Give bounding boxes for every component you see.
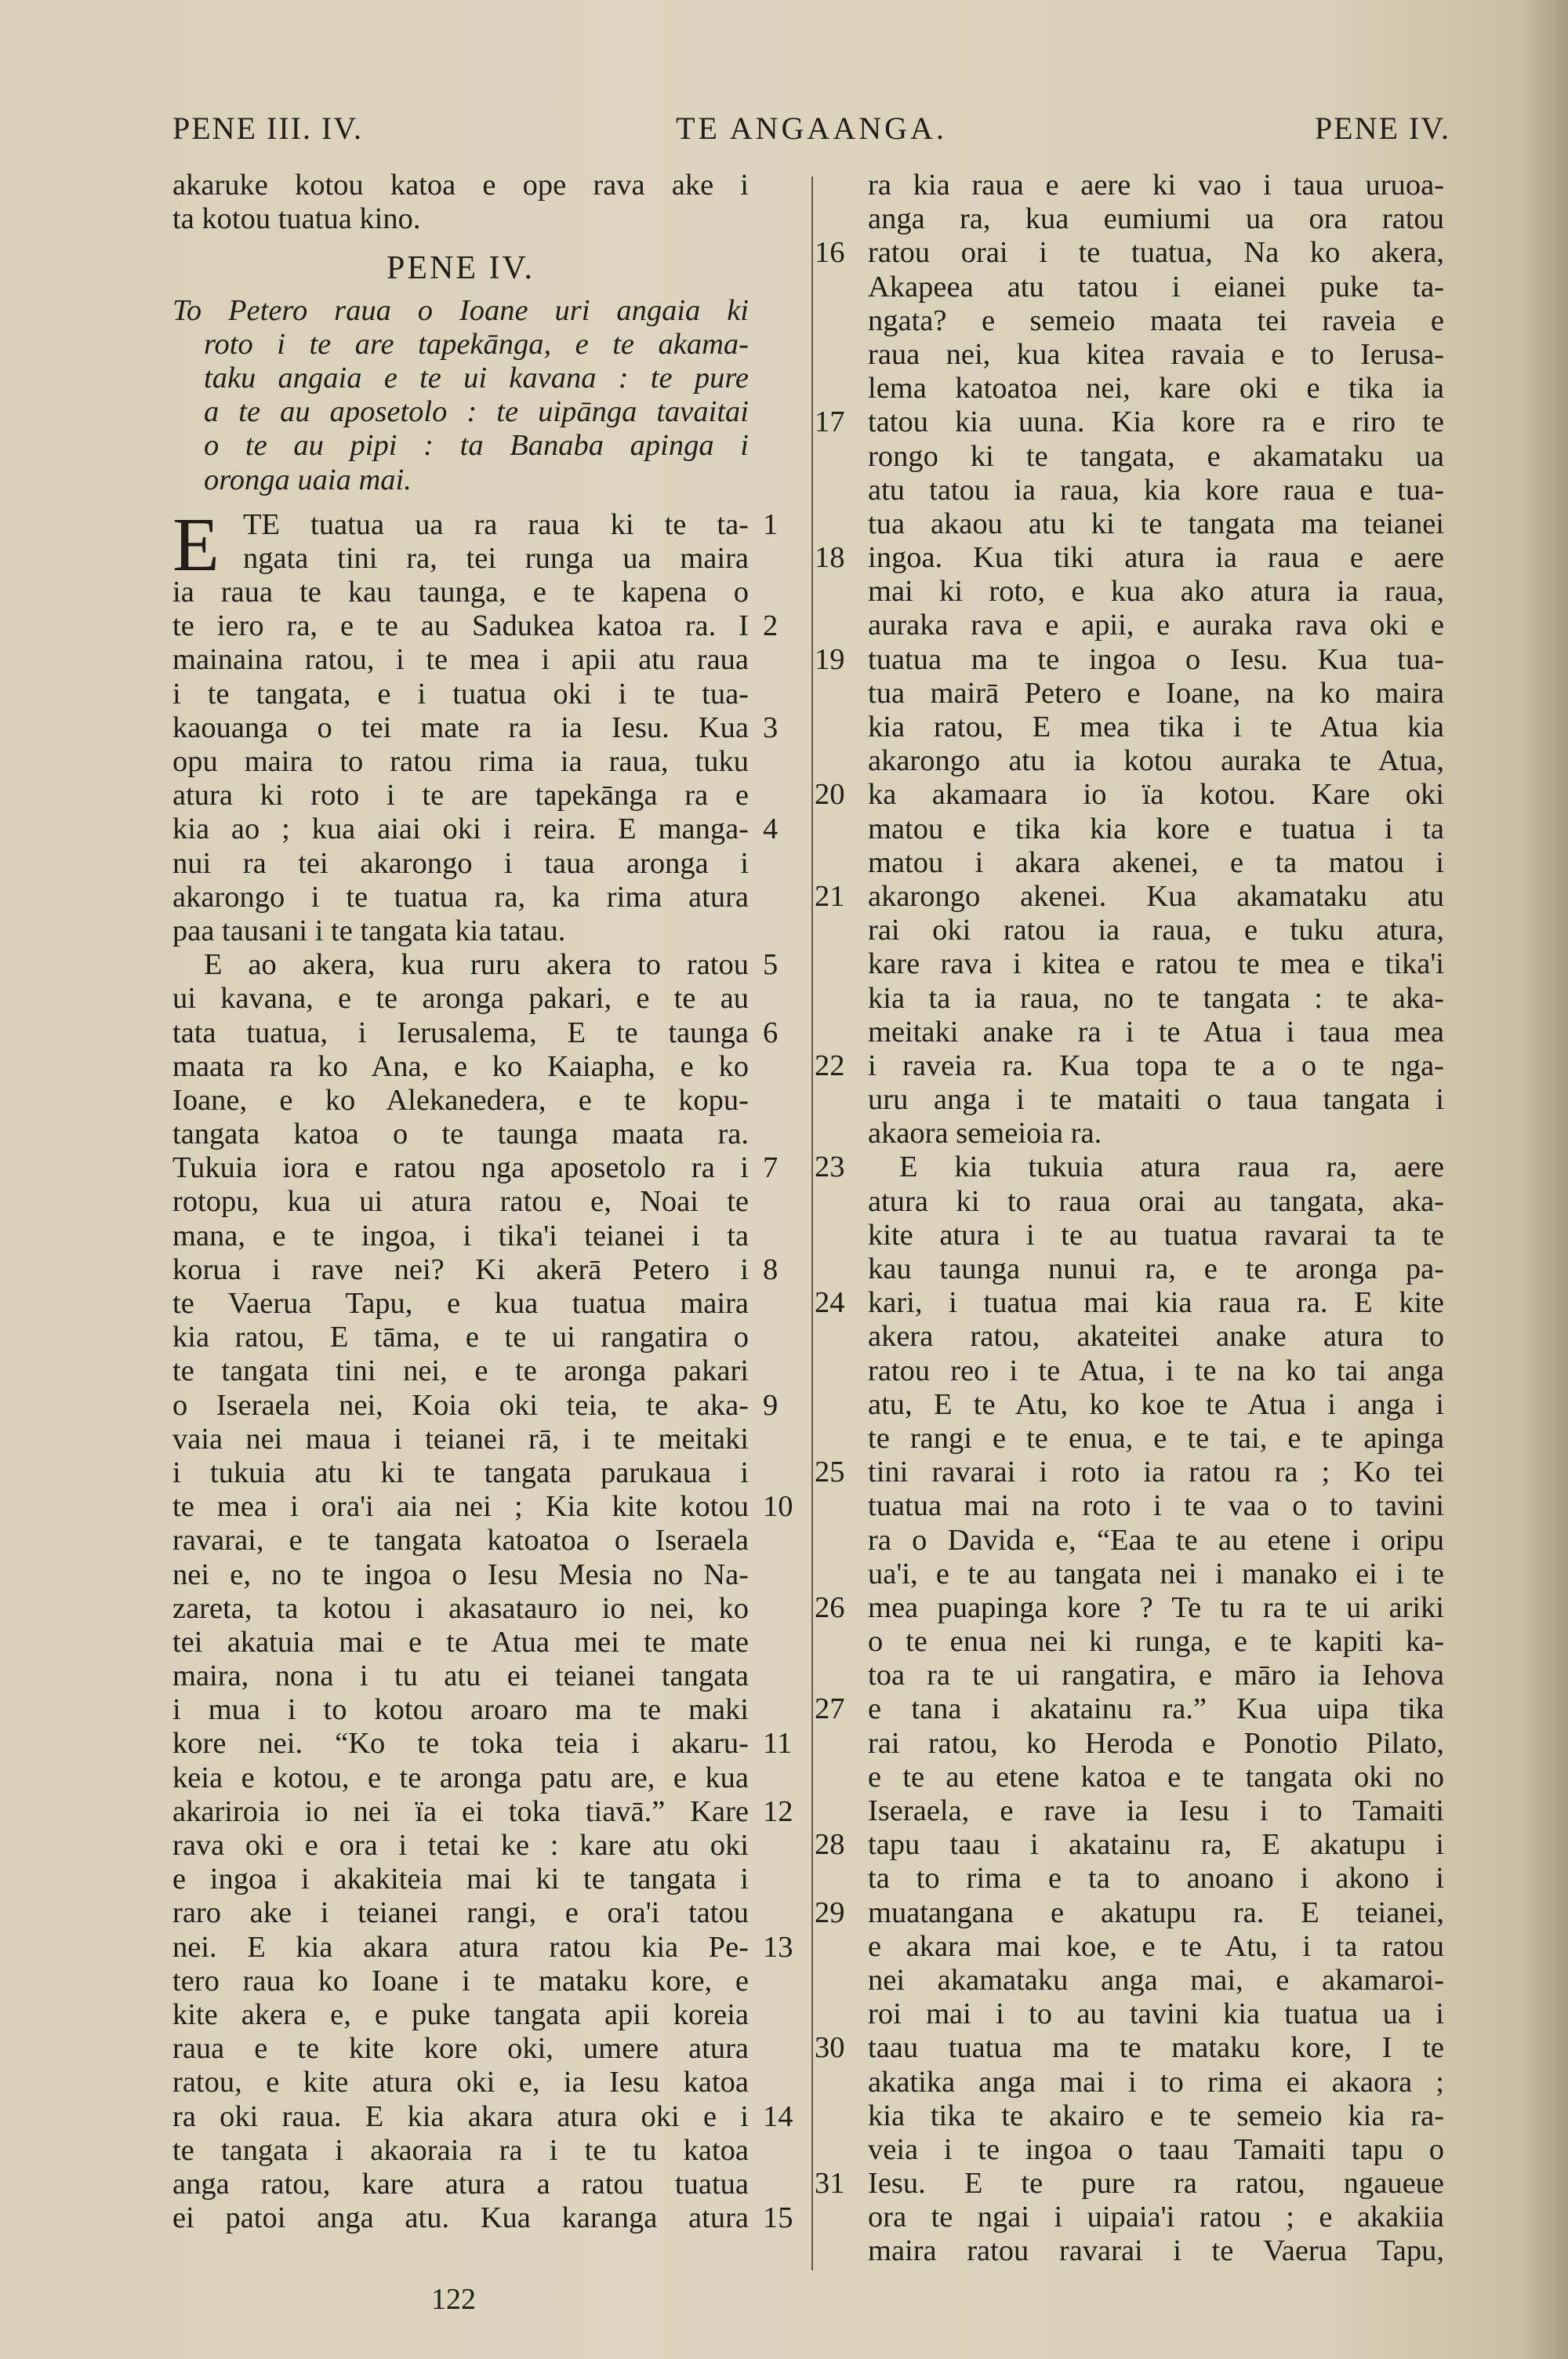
line-text: ra o Davida e, “Eaa te au etene i oripu — [868, 1523, 1444, 1557]
text-line — [172, 1930, 793, 1965]
line-text: akera ratou, akateitei anake atura to — [868, 1320, 1444, 1354]
text-line — [868, 1320, 1444, 1354]
line-text: oronga uaia mai. — [204, 463, 412, 496]
line-text: kaouanga o tei mate ra ia Iesu. Kua — [172, 711, 749, 744]
line-text: mai ki roto, e kua ako atura ia raua, — [868, 575, 1444, 609]
line-text: o te enua nei ki runga, e te kapiti ka- — [868, 1625, 1444, 1659]
verse-number: 1 — [763, 507, 779, 541]
text-line — [172, 847, 749, 881]
column-divider — [811, 176, 813, 2270]
text-line — [172, 429, 749, 463]
text-line — [868, 575, 1444, 609]
text-line — [868, 2201, 1444, 2234]
line-text: uru anga i te mataiti o taua tangata i — [868, 1083, 1444, 1117]
verse-number: 20 — [815, 778, 845, 812]
text-line — [172, 2032, 749, 2066]
text-line — [868, 507, 1444, 541]
line-text: zareta, ta kotou i akasatauro io nei, ko — [172, 1591, 749, 1625]
text-line — [868, 982, 1444, 1016]
line-text: raro ake i teianei rangi, e ora'i tatou — [172, 1896, 749, 1930]
line-text: rai ratou, ko Heroda e Ponotio Pilato, — [868, 1726, 1444, 1760]
line-text: kia tika te akairo e te semeio kia ra- — [868, 2099, 1444, 2132]
line-text: te rangi e te enua, e te tai, e te apinga — [868, 1421, 1444, 1455]
text-line — [868, 271, 1444, 304]
line-text: anga ra, kua eumiumi ua ora ratou — [868, 202, 1444, 236]
line-text: raua nei, kua kitea ravaia e to Ierusa- — [868, 337, 1444, 371]
text-line — [815, 405, 1444, 439]
text-line — [815, 1150, 1444, 1184]
line-text: vaia nei maua i teianei rā, i te meitaki — [172, 1422, 749, 1456]
text-line — [172, 294, 749, 328]
line-text: tapu taau i akatainu ra, E akatupu i — [868, 1828, 1444, 1862]
line-text: akaora semeioia ra. — [868, 1117, 1102, 1150]
line-text: ratou, e kite atura oki e, ia Iesu katoa — [172, 2066, 749, 2099]
line-text: rava oki e ora i tetai ke : kare atu oki — [172, 1829, 749, 1862]
line-text: Tukuia iora e ratou nga aposetolo ra i — [172, 1151, 749, 1185]
line-text: te Vaerua Tapu, e kua tuatua maira — [172, 1287, 749, 1320]
line-text: ka akamaara io ïa kotou. Kare oki — [868, 778, 1444, 812]
line-text: tini ravarai i roto ia ratou ra ; Ko tei — [868, 1456, 1444, 1489]
line-text: akarongo i te tuatua ra, ka rima atura — [172, 880, 749, 914]
text-line — [815, 541, 1444, 575]
text-line — [868, 1862, 1444, 1896]
verse-number: 27 — [815, 1692, 845, 1726]
text-line — [868, 1354, 1444, 1388]
text-line — [868, 1794, 1444, 1828]
verse-number: 4 — [763, 812, 779, 846]
line-text: akatika anga mai i to rima ei akaora ; — [868, 2065, 1444, 2099]
left-column — [172, 169, 793, 2235]
verse-number: 3 — [763, 711, 779, 744]
verse-number: 22 — [815, 1049, 845, 1082]
text-line — [172, 1761, 749, 1795]
line-text: ua'i, e te au tangata nei i manako ei i te — [868, 1557, 1444, 1590]
line-text: ta to rima e ta to anoano i akono i — [868, 1862, 1444, 1896]
text-line — [172, 711, 779, 745]
line-text: atura ki to raua orai au tangata, aka- — [868, 1184, 1444, 1218]
line-text: ngata tini ra, tei runga ua maira — [243, 541, 749, 575]
text-line — [815, 778, 1444, 812]
line-text: meitaki anake ra i te Atua i taua mea — [868, 1015, 1444, 1049]
text-line — [172, 2201, 793, 2235]
line-text: i raveia ra. Kua topa te a o te nga- — [868, 1049, 1444, 1082]
text-line — [868, 440, 1444, 474]
text-line — [172, 1829, 749, 1863]
verse-number: 21 — [815, 879, 845, 913]
line-text: ravarai, e te tangata katoatoa o Iseraela — [172, 1524, 749, 1558]
page-number: 122 — [431, 2283, 476, 2316]
text-line — [868, 202, 1444, 236]
text-line — [172, 169, 749, 202]
text-line — [868, 304, 1444, 338]
line-text: maata ra ko Ana, e ko Kaiapha, e ko — [172, 1049, 749, 1083]
text-line — [172, 1558, 749, 1592]
text-line — [172, 1863, 749, 1896]
text-line — [172, 745, 749, 779]
text-line — [815, 642, 1444, 677]
line-text: tatou kia uuna. Kia kore ra e riro te — [868, 405, 1444, 439]
verse-number: 9 — [763, 1388, 779, 1422]
line-text: maira ratou ravarai i te Vaerua Tapu, — [868, 2234, 1444, 2268]
line-text: tangata katoa o te taunga maata ra. — [172, 1118, 749, 1151]
text-line — [868, 677, 1444, 711]
line-text: rotopu, kua ui atura ratou e, Noai te — [172, 1185, 749, 1219]
text-line — [172, 542, 749, 576]
line-text: roi mai i to au tavini kia tuatua ua i — [868, 1997, 1444, 2031]
line-text: matou i akara akenei, e ta matou i — [868, 845, 1444, 879]
text-line — [868, 711, 1444, 744]
verse-number: 23 — [815, 1150, 845, 1184]
header-title: TE ANGAANGA. — [676, 111, 947, 146]
line-text: kia ratou, E mea tika i te Atua kia — [868, 711, 1444, 743]
text-line — [172, 1727, 793, 1761]
line-text: veia i te ingoa o taau Tamaiti tapu o — [868, 2132, 1444, 2166]
text-line — [172, 395, 749, 429]
line-text: TE tuatua ua ra raua ki te ta- — [243, 507, 749, 541]
text-line — [868, 2234, 1444, 2268]
line-text: akariroia io nei ïa ei toka tiavā.” Kare — [172, 1794, 749, 1828]
text-line — [868, 1964, 1444, 1997]
text-line — [868, 2099, 1444, 2133]
text-line — [172, 1354, 749, 1388]
line-text: tua mairā Petero e Ioane, na ko maira — [868, 676, 1444, 710]
line-text: te iero ra, e te au Sadukea katoa ra. I — [172, 609, 749, 643]
line-text: keia e kotou, e te aronga patu are, e kua — [172, 1761, 749, 1794]
line-text: kari, i tuatua mai kia raua ra. E kite — [868, 1286, 1444, 1320]
line-text: ei patoi anga atu. Kua karanga atura — [172, 2201, 749, 2235]
verse-number: 30 — [815, 2031, 845, 2065]
text-line — [172, 2168, 749, 2201]
text-line — [868, 914, 1444, 947]
verse-number: 8 — [763, 1252, 779, 1286]
text-line — [172, 202, 749, 236]
line-text: rai oki ratou ia raua, e tuku atura, — [868, 914, 1444, 947]
line-text: kore nei. “Ko te toka teia i akaru- — [172, 1727, 749, 1761]
line-text: nei. E kia akara atura ratou kia Pe- — [172, 1930, 749, 1964]
line-text: nei e, no te ingoa o Iesu Mesia no Na- — [172, 1558, 749, 1591]
line-text: e akara mai koe, e te Atu, i ta ratou — [868, 1929, 1444, 1963]
text-line — [815, 1049, 1444, 1083]
line-text: ui kavana, e te aronga pakari, e te au — [172, 982, 749, 1016]
spacer — [172, 497, 749, 508]
text-line — [868, 1659, 1444, 1692]
text-line — [172, 1998, 749, 2032]
line-text: matou e tika kia kore e tuatua i ta — [868, 812, 1444, 845]
line-text: korua i rave nei? Ki akerā Petero i — [172, 1252, 749, 1286]
verse-number: 26 — [815, 1590, 845, 1624]
text-line — [172, 1896, 749, 1930]
text-line — [868, 1489, 1444, 1523]
line-text: akarongo akenei. Kua akamataku atu — [868, 879, 1444, 913]
verse-number: 19 — [815, 642, 845, 676]
verse-number: 13 — [763, 1930, 793, 1964]
line-text: tua akaou atu ki te tangata ma teianei — [868, 507, 1444, 540]
spacer — [172, 286, 749, 294]
verse-number: 25 — [815, 1456, 845, 1489]
line-text: kia ratou, E tāma, e te ui rangatira o — [172, 1321, 749, 1354]
line-text: tata tuatua, i Ierusalema, E te taunga — [172, 1016, 749, 1049]
text-line — [868, 1524, 1444, 1558]
line-text: o te au pipi : ta Banaba apinga i — [204, 429, 749, 463]
text-line — [815, 2167, 1444, 2201]
text-line — [172, 1050, 749, 1084]
text-line — [172, 1287, 749, 1321]
text-line — [172, 779, 749, 812]
text-line — [815, 2031, 1444, 2065]
line-text: ra kia raua e aere ki vao i taua uruoa- — [868, 169, 1444, 202]
line-text: i te tangata, e i tuatua oki i te tua- — [172, 677, 749, 711]
verse-number: 24 — [815, 1286, 845, 1320]
text-line — [172, 1388, 779, 1423]
text-line — [868, 1117, 1444, 1150]
text-line — [172, 1219, 749, 1253]
text-line — [815, 1590, 1444, 1625]
verse-number: 18 — [815, 541, 845, 575]
text-line — [172, 1659, 749, 1693]
text-line — [172, 2099, 793, 2134]
line-text: tuatua ma te ingoa o Iesu. Kua tua- — [868, 642, 1444, 676]
line-text: ta kotou tuatua kino. — [172, 202, 421, 236]
line-text: roto i te are tapekānga, e te akama- — [204, 327, 749, 361]
line-text: anga ratou, kare atura a ratou tuatua — [172, 2167, 749, 2201]
text-line — [868, 812, 1444, 846]
text-line — [172, 2066, 749, 2099]
line-text: E ao akera, kua ruru akera to ratou — [204, 948, 749, 982]
line-text: ingoa. Kua tiki atura ia raua e aere — [868, 541, 1444, 575]
text-line — [815, 1896, 1444, 1930]
line-text: taau tuatua ma te mataku kore, I te — [868, 2031, 1444, 2065]
line-text: mana, e te ingoa, i tika'i teianei i ta — [172, 1219, 749, 1252]
text-line — [172, 362, 749, 395]
line-text: ratou reo i te Atua, i te na ko tai anga — [868, 1354, 1444, 1387]
text-line — [815, 1456, 1444, 1489]
verse-number: 11 — [763, 1727, 793, 1761]
text-line — [172, 252, 749, 285]
text-line — [868, 2066, 1444, 2099]
text-line — [868, 846, 1444, 880]
verse-number: 16 — [815, 236, 845, 270]
line-text: kare rava i kitea e ratou te mea e tika'i — [868, 947, 1444, 981]
line-text: mainaina ratou, i te mea i apii atu raua — [172, 643, 749, 677]
line-text: ngata? e semeio maata tei raveia e — [868, 304, 1444, 337]
running-header — [172, 110, 1450, 157]
line-text: E kia tukuia atura raua ra, aere — [899, 1150, 1444, 1184]
drop-cap: E — [172, 502, 220, 587]
text-line — [172, 982, 749, 1016]
verse-number: 2 — [763, 609, 779, 643]
spacer — [172, 236, 749, 252]
text-line — [868, 2133, 1444, 2167]
text-line — [868, 1761, 1444, 1794]
line-text: maira, nona i tu atu ei teianei tangata — [172, 1659, 749, 1693]
text-line — [868, 1997, 1444, 2031]
text-line — [868, 744, 1444, 778]
text-line — [815, 1828, 1444, 1862]
line-text: i tukuia atu ki te tangata parukaua i — [172, 1456, 749, 1489]
text-line — [172, 1423, 749, 1456]
text-line — [868, 1185, 1444, 1219]
line-text: a te au aposetolo : te uipānga tavaitai — [204, 395, 749, 429]
line-text: mea puapinga kore ? Te tu ra te ui ariki — [868, 1590, 1444, 1624]
text-line — [172, 1794, 793, 1829]
text-line — [172, 1456, 749, 1490]
verse-number: 29 — [815, 1896, 845, 1929]
text-line — [172, 2134, 749, 2168]
line-text: opu maira to ratou rima ia raua, tuku — [172, 745, 749, 778]
verse-number: 17 — [815, 405, 845, 439]
line-text: PENE IV. — [387, 250, 535, 287]
line-text: e te au etene katoa e te tangata oki no — [868, 1760, 1444, 1794]
text-line — [172, 914, 749, 948]
line-text: o Iseraela nei, Koia oki teia, te aka- — [172, 1388, 749, 1422]
header-right: PENE IV. — [1314, 111, 1450, 146]
line-text: kia ao ; kua aiai oki i reira. E manga- — [172, 812, 749, 846]
line-text: akaruke kotou katoa e ope rava ake i — [172, 169, 749, 202]
line-text: e tana i akatainu ra.” Kua uipa tika — [868, 1692, 1444, 1726]
text-line — [172, 1626, 749, 1659]
line-text: i mua i to kotou aroaro ma te maki — [172, 1693, 749, 1727]
text-line — [815, 879, 1444, 914]
text-line — [868, 1388, 1444, 1422]
text-line — [172, 678, 749, 711]
line-text: Iesu. E te pure ra ratou, ngaueue — [868, 2167, 1444, 2201]
line-text: tero raua ko Ioane i te mataku kore, e — [172, 1964, 749, 1997]
line-text: te tangata i akaoraia ra i te tu katoa — [172, 2133, 749, 2167]
line-text: lema katoatoa nei, kare oki e tika ia — [868, 372, 1444, 405]
line-text: atu tatou ia raua, kia kore raua e tua- — [868, 473, 1444, 507]
text-line — [868, 1727, 1444, 1761]
text-line — [172, 463, 749, 497]
line-text: toa ra te ui rangatira, e māro ia Iehova — [868, 1659, 1444, 1692]
text-line — [172, 1490, 793, 1524]
verse-number: 5 — [763, 948, 779, 982]
text-line — [172, 1151, 779, 1185]
text-line — [172, 1693, 749, 1727]
text-line — [172, 1524, 749, 1558]
line-text: te tangata tini nei, e te aronga pakari — [172, 1354, 749, 1388]
text-line — [868, 372, 1444, 405]
text-line — [868, 338, 1444, 372]
verse-number: 10 — [763, 1490, 793, 1524]
text-line — [868, 1422, 1444, 1456]
line-text: kau taunga nunui ra, e te aronga pa- — [868, 1252, 1444, 1285]
line-text: paa tausani i te tangata kia tatau. — [172, 914, 566, 947]
line-text: rongo ki te tangata, e akamataku ua — [868, 439, 1444, 473]
line-text: ora te ngai i uipaia'i ratou ; e akakiia — [868, 2201, 1444, 2234]
text-line — [172, 812, 779, 846]
line-text: Iseraela, e rave ia Iesu i to Tamaiti — [868, 1794, 1444, 1827]
text-line — [815, 1286, 1444, 1320]
text-line — [868, 1016, 1444, 1049]
text-line — [172, 1592, 749, 1626]
line-text: ra oki raua. E kia akara atura oki e i — [172, 2099, 749, 2133]
text-line — [868, 1558, 1444, 1591]
verse-number: 7 — [763, 1151, 779, 1185]
verse-number: 6 — [763, 1016, 779, 1049]
text-line — [868, 947, 1444, 981]
text-line — [172, 328, 749, 362]
line-text: Ioane, e ko Alekanedera, e te kopu- — [172, 1083, 749, 1117]
text-line — [815, 1692, 1444, 1726]
text-line — [868, 1219, 1444, 1252]
line-text: e ingoa i akakiteia mai ki te tangata i — [172, 1863, 749, 1896]
line-text: raua e te kite kore oki, umere atura — [172, 2032, 749, 2066]
line-text: auraka rava e apii, e auraka rava oki e — [868, 609, 1444, 642]
text-line — [868, 1930, 1444, 1964]
line-text: ratou orai i te tuatua, Na ko akera, — [868, 236, 1444, 270]
right-column — [815, 169, 1444, 2269]
text-line — [172, 948, 779, 982]
line-text: atura ki roto i te are tapekānga ra e — [172, 779, 749, 812]
text-line — [868, 474, 1444, 507]
text-line — [172, 1965, 749, 1998]
text-line — [172, 1252, 779, 1287]
text-line — [868, 1252, 1444, 1286]
line-text: taku angaia e te ui kavana : te pure — [204, 361, 749, 394]
verse-number: 12 — [763, 1794, 793, 1828]
line-text: kite atura i te au tuatua ravarai ta te — [868, 1218, 1444, 1252]
text-line — [172, 609, 779, 643]
line-text: ia raua te kau taunga, e te kapena o — [172, 576, 749, 609]
verse-number: 28 — [815, 1828, 845, 1862]
line-text: To Petero raua o Ioane uri angaia ki — [172, 293, 749, 327]
line-text: nui ra tei akarongo i taua aronga i — [172, 846, 749, 880]
verse-number: 15 — [763, 2201, 793, 2235]
line-text: kia ta ia raua, no te tangata : te aka- — [868, 981, 1444, 1015]
header-left: PENE III. IV. — [172, 111, 364, 146]
line-text: Akapeea atu tatou i eianei puke ta- — [868, 270, 1444, 304]
line-text: atu, E te Atu, ko koe te Atua i anga i — [868, 1387, 1444, 1421]
text-line — [815, 236, 1444, 270]
text-line — [868, 1083, 1444, 1117]
text-line — [868, 1625, 1444, 1659]
text-line — [172, 1084, 749, 1118]
text-line — [172, 1321, 749, 1354]
text-line — [172, 881, 749, 914]
line-text: nei akamataku anga mai, e akamaroi- — [868, 1963, 1444, 1997]
verse-number: 31 — [815, 2167, 845, 2201]
line-text: kite akera e, e puke tangata apii koreia — [172, 1997, 749, 2031]
line-text: tei akatuia mai e te Atua mei te mate — [172, 1625, 749, 1659]
text-line — [172, 1185, 749, 1219]
text-line — [172, 576, 749, 609]
line-text: te mea i ora'i aia nei ; Kia kite kotou — [172, 1490, 749, 1524]
line-text: tuatua mai na roto i te vaa o to tavini — [868, 1489, 1444, 1523]
text-line — [868, 609, 1444, 642]
text-line — [172, 1118, 749, 1151]
text-line — [172, 643, 749, 677]
text-line — [868, 169, 1444, 202]
line-text: akarongo atu ia kotou auraka te Atua, — [868, 744, 1444, 778]
text-line — [172, 1016, 779, 1050]
verse-number: 14 — [763, 2099, 793, 2133]
line-text: muatangana e akatupu ra. E teianei, — [868, 1896, 1444, 1929]
